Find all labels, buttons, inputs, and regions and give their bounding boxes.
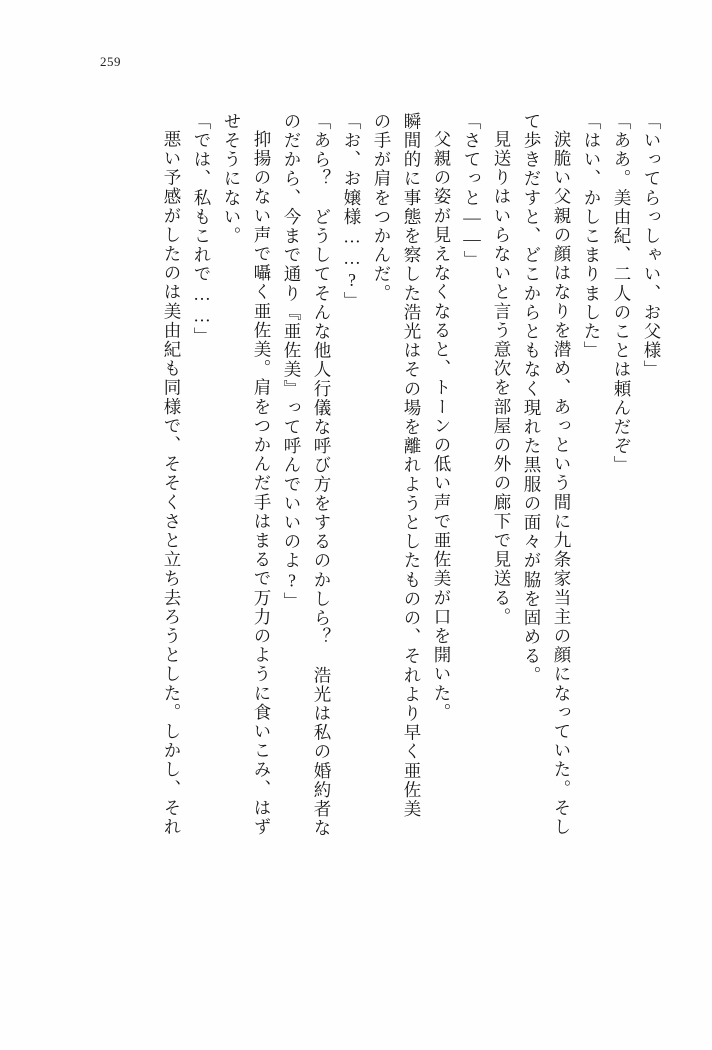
text-line: て歩きだすと、どこからともなく現れた黒服の面々が脇を固める。 (522, 112, 542, 685)
text-line: 「さてっと——」 (462, 112, 482, 270)
vertical-text-body (52, 112, 660, 990)
text-line: のだから、今まで通り『亜佐美』って呼んでいいのよ?」 (282, 112, 302, 612)
text-line: せそうにない。 (222, 112, 242, 246)
text-line: 「いってらっしゃい、お父様」 (642, 112, 662, 380)
text-line: 「では、私もこれで……」 (192, 112, 212, 347)
text-line: 涙脆い父親の顔はなりを潜め、あっという間に九条家当主の顔になっていた。そし (552, 130, 572, 837)
text-line: 父親の姿が見えなくなると、トーンの低い声で亜佐美が口を開いた。 (432, 130, 452, 723)
text-line: 見送りはいらないと言う意次を部屋の外の廊下で見送る。 (492, 130, 512, 627)
text-line: の手が肩をつかんだ。 (372, 112, 392, 303)
text-line: 「お、お嬢様……?」 (342, 112, 362, 311)
text-line: 「あら？ どうしてそんな他人行儀な呼び方をするのかしら？ 浩光は私の婚約者な (312, 112, 332, 838)
text-line: 「ああ。美由紀、二人のことは頼んだぞ」 (612, 112, 632, 475)
page-number: 259 (100, 54, 121, 69)
text-line: 悪い予感がしたのは美由紀も同様で、そそくさと立ち去ろうとした。しかし、それ (162, 130, 182, 837)
text-line: 抑揚のない声で囁く亜佐美。肩をつかんだ手はまるで万力のように食いこみ、はず (252, 130, 272, 837)
text-line: 瞬間的に事態を察した浩光はその場を離れようとしたものの、それより早く亜佐美 (402, 112, 422, 819)
text-line: 「はい、かしこまりました」 (582, 112, 602, 361)
